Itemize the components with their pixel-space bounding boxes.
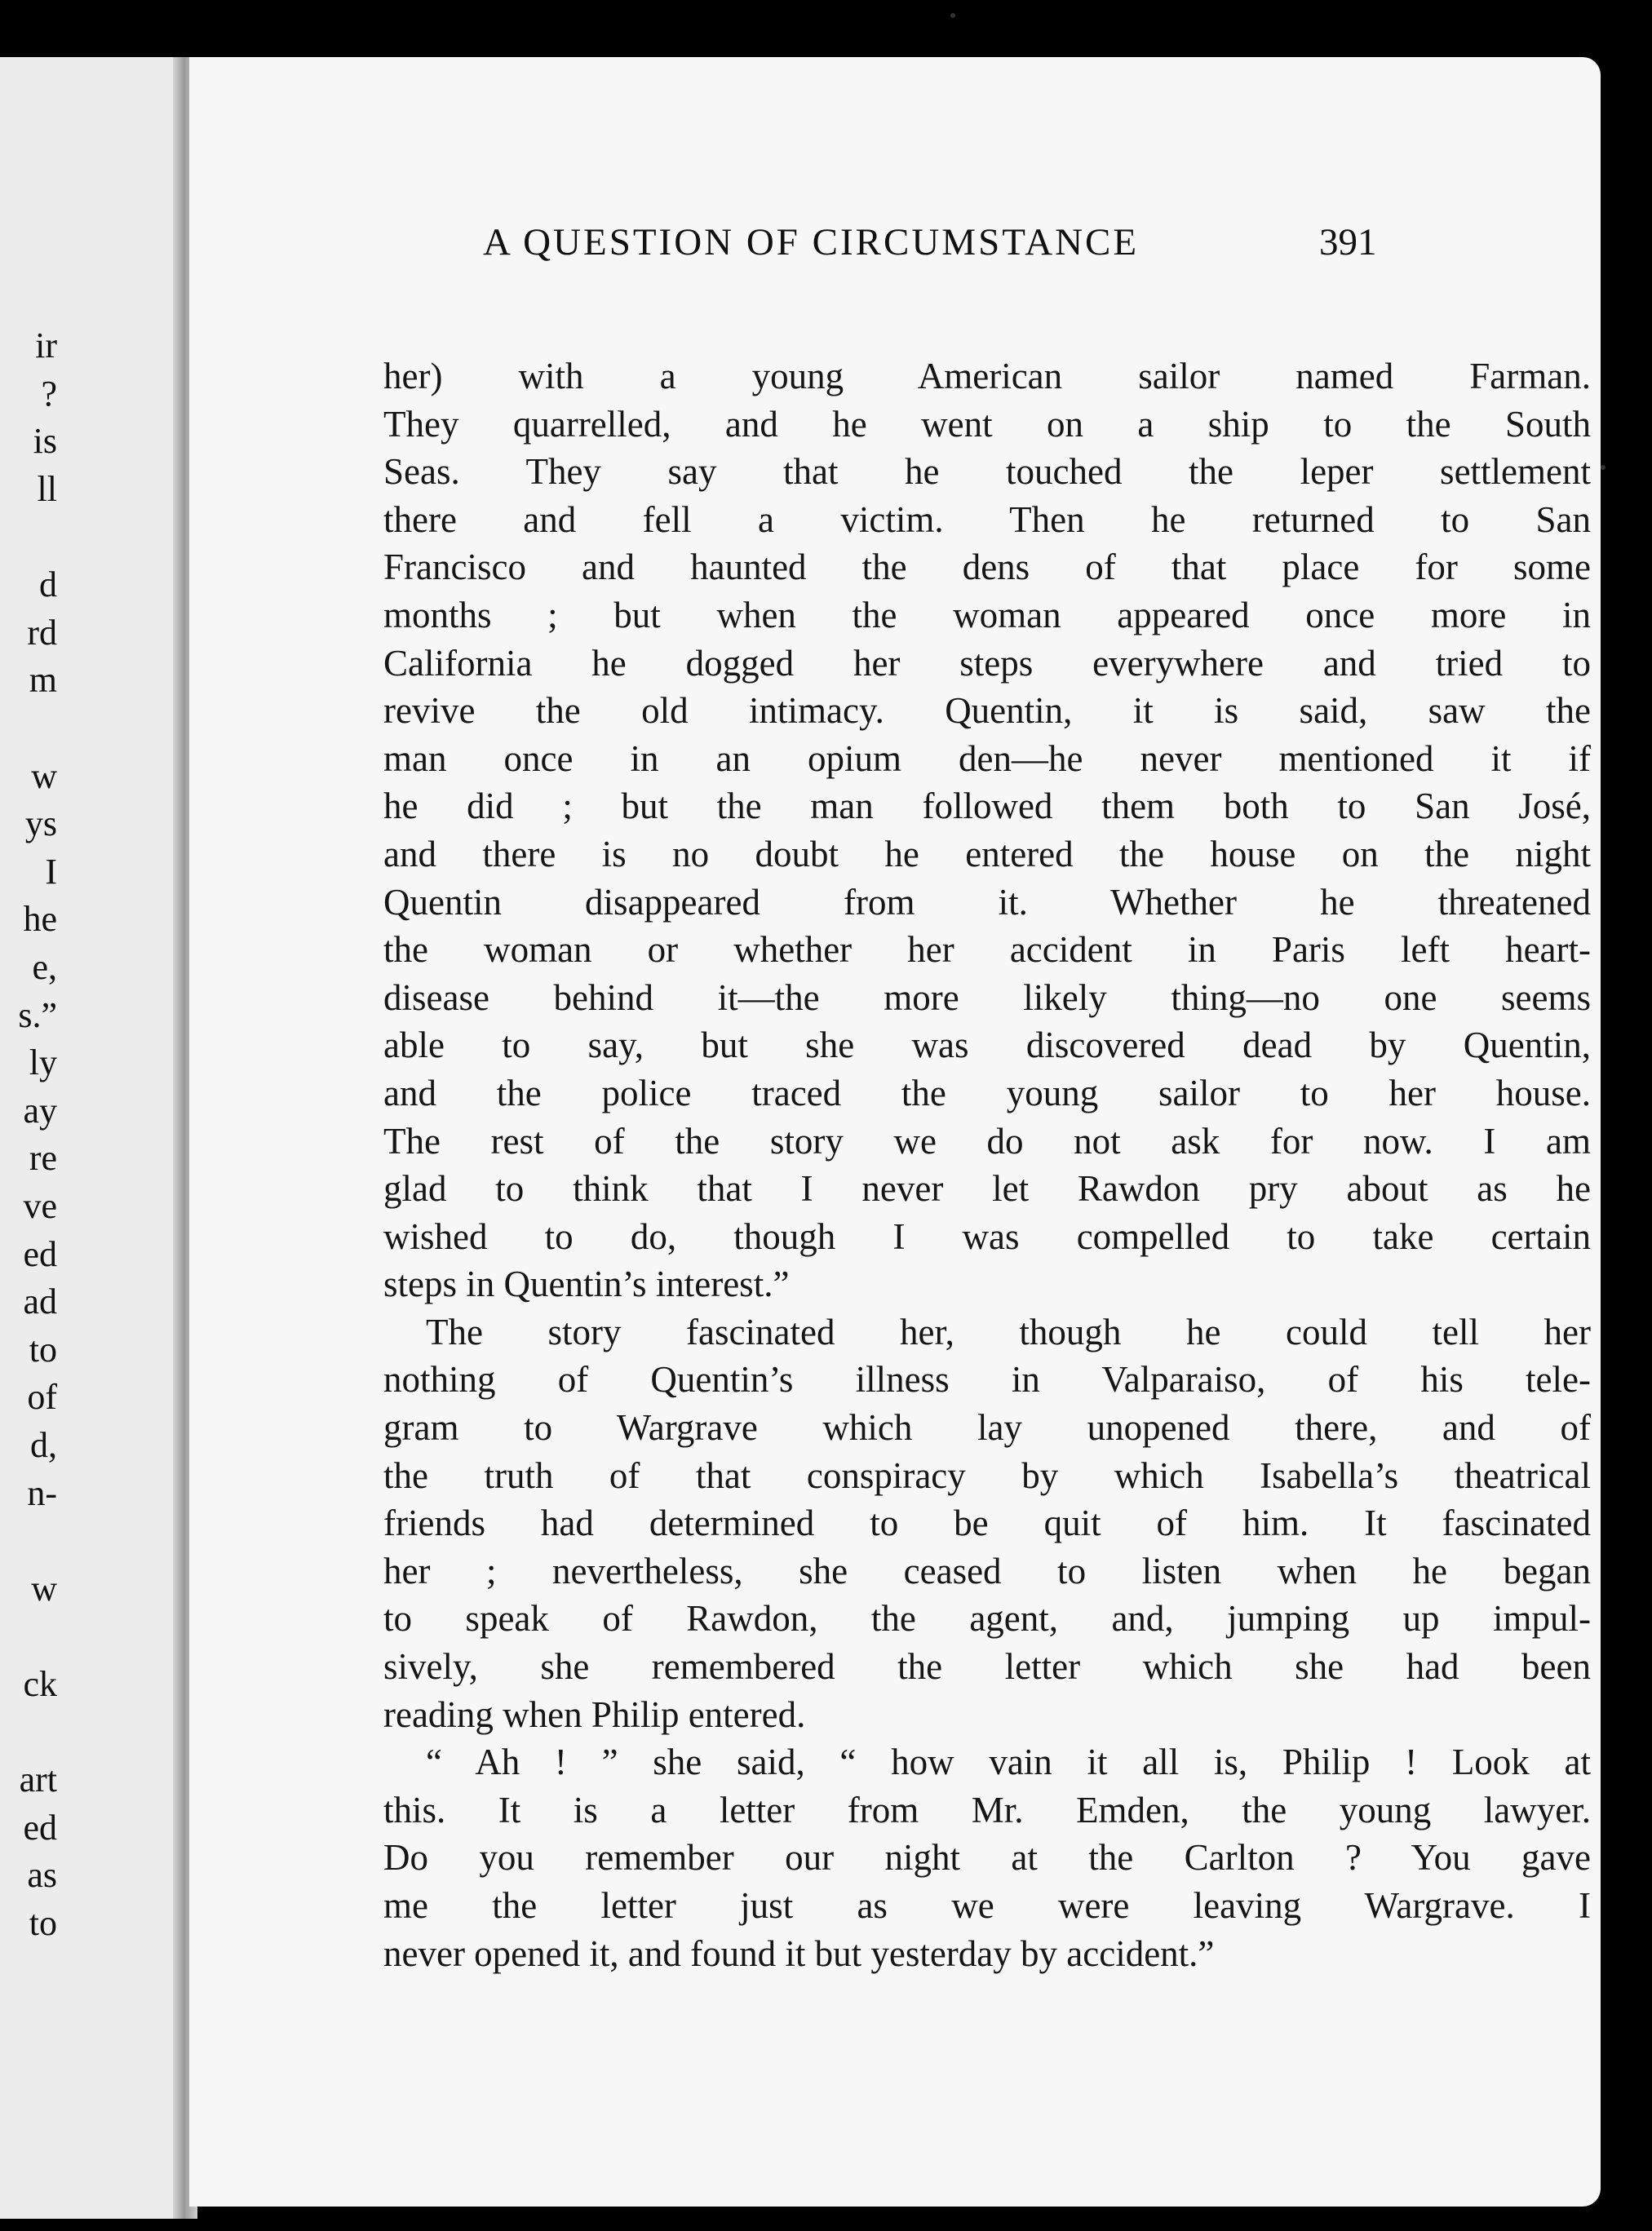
text-line: her) with a young American sailor named Farman. (383, 356, 1591, 396)
facing-page-fragment: d (39, 564, 57, 604)
facing-page-fragment: m (29, 660, 57, 700)
text-line: California he dogged her steps everywhere and tried to (383, 642, 1591, 684)
text-line: the woman or whether her accident in Paris left heart- (383, 929, 1591, 971)
text-line: steps in Quentin’s interest.” (383, 1264, 790, 1305)
text-line: glad to think that I never let Rawdon pry about as he (383, 1168, 1591, 1210)
text-line: sively, she remembered the letter which she had been (383, 1646, 1591, 1688)
text-line: “ Ah ! ” she said, “ how vain it all is, Philip ! Look at (426, 1742, 1591, 1783)
scan-speck (1601, 465, 1605, 470)
body-text (383, 352, 1591, 1977)
facing-page-fragment: to (29, 1903, 57, 1943)
facing-page-fragment: ed (23, 1808, 57, 1848)
text-line: months ; but when the woman appeared once more in (383, 594, 1591, 635)
facing-page-fragment: ad (23, 1281, 57, 1321)
facing-page (0, 57, 188, 2219)
facing-page-fragment: art (19, 1760, 57, 1799)
text-line: me the letter just as we were leaving Wargrave. I (383, 1885, 1591, 1926)
facing-page-fragment: ? (41, 374, 57, 414)
text-line: revive the old intimacy. Quentin, it is said, saw the (383, 690, 1591, 732)
page-number: 391 (1319, 221, 1377, 263)
text-line: this. It is a letter from Mr. Emden, the young lawyer. (383, 1789, 1591, 1830)
text-line: The rest of the story we do not ask for now. I am (383, 1120, 1591, 1162)
text-line: gram to Wargrave which lay unopened there, and of (383, 1407, 1591, 1449)
text-line: there and fell a victim. Then he returned to San (383, 498, 1591, 540)
facing-page-fragment: re (29, 1138, 57, 1178)
facing-page-fragment: ll (37, 469, 57, 509)
facing-page-fragment: ir (35, 325, 57, 365)
text-line: Seas. They say that he touched the leper settlement (383, 451, 1591, 493)
text-line: able to say, but she was discovered dead by Quentin, (383, 1025, 1591, 1066)
text-line: nothing of Quentin’s illness in Valparaiso, of his tele- (383, 1359, 1591, 1401)
text-line: her ; nevertheless, she ceased to listen when he began (383, 1550, 1591, 1591)
facing-page-fragment: ly (29, 1042, 57, 1082)
facing-page-fragment: d, (30, 1425, 57, 1465)
text-line: and the police traced the young sailor to her house. (383, 1072, 1591, 1113)
text-line: Quentin disappeared from it. Whether he threatened (383, 881, 1591, 923)
text-line: to speak of Rawdon, the agent, and, jumping up impul- (383, 1598, 1591, 1640)
scan-speck (950, 13, 955, 18)
facing-page-fragment: rd (27, 613, 57, 653)
text-line: and there is no doubt he entered the house on the night (383, 833, 1591, 874)
facing-page-fragment: w (31, 1569, 57, 1609)
text-line: Do you remember our night at the Carlton ? You gave (383, 1837, 1591, 1879)
running-head (189, 220, 1601, 286)
running-title: A QUESTION OF CIRCUMSTANCE (483, 221, 1140, 263)
text-line: he did ; but the man followed them both to San José, (383, 786, 1591, 827)
facing-page-fragment: is (33, 421, 57, 461)
text-line: reading when Philip entered. (383, 1693, 806, 1735)
text-line: disease behind it—the more likely thing—no one seems (383, 976, 1591, 1018)
facing-page-fragment: ay (23, 1091, 57, 1131)
facing-page-fragment: w (31, 756, 57, 796)
facing-page-fragment: he (23, 899, 57, 939)
facing-page-fragment: as (27, 1855, 57, 1895)
text-line: The story fascinated her, though he could tell her (426, 1311, 1591, 1352)
text-line: friends had determined to be quit of him. It fascinated (383, 1503, 1591, 1544)
text-line: never opened it, and found it but yesterday by accident.” (383, 1932, 1215, 1974)
facing-page-fragment: ve (23, 1186, 57, 1226)
book-page (189, 57, 1601, 2207)
facing-page-fragment: s.” (18, 995, 57, 1035)
facing-page-fragment: of (27, 1377, 57, 1417)
facing-page-fragment: ed (23, 1234, 57, 1274)
text-line: man once in an opium den—he never mentioned it if (383, 737, 1591, 779)
facing-page-fragment: to (29, 1330, 57, 1370)
facing-page-fragment: ys (24, 803, 57, 843)
text-line: wished to do, though I was compelled to take certain (383, 1215, 1591, 1257)
text-line: the truth of that conspiracy by which Isabella’s theatrical (383, 1454, 1591, 1496)
facing-page-fragment: I (45, 852, 57, 892)
text-line: They quarrelled, and he went on a ship to the South (383, 403, 1591, 445)
text-line: Francisco and haunted the dens of that place for some (383, 547, 1591, 588)
facing-page-fragment: n- (27, 1473, 57, 1513)
facing-page-fragment: e, (32, 947, 57, 987)
facing-page-fragment: ck (23, 1664, 57, 1704)
